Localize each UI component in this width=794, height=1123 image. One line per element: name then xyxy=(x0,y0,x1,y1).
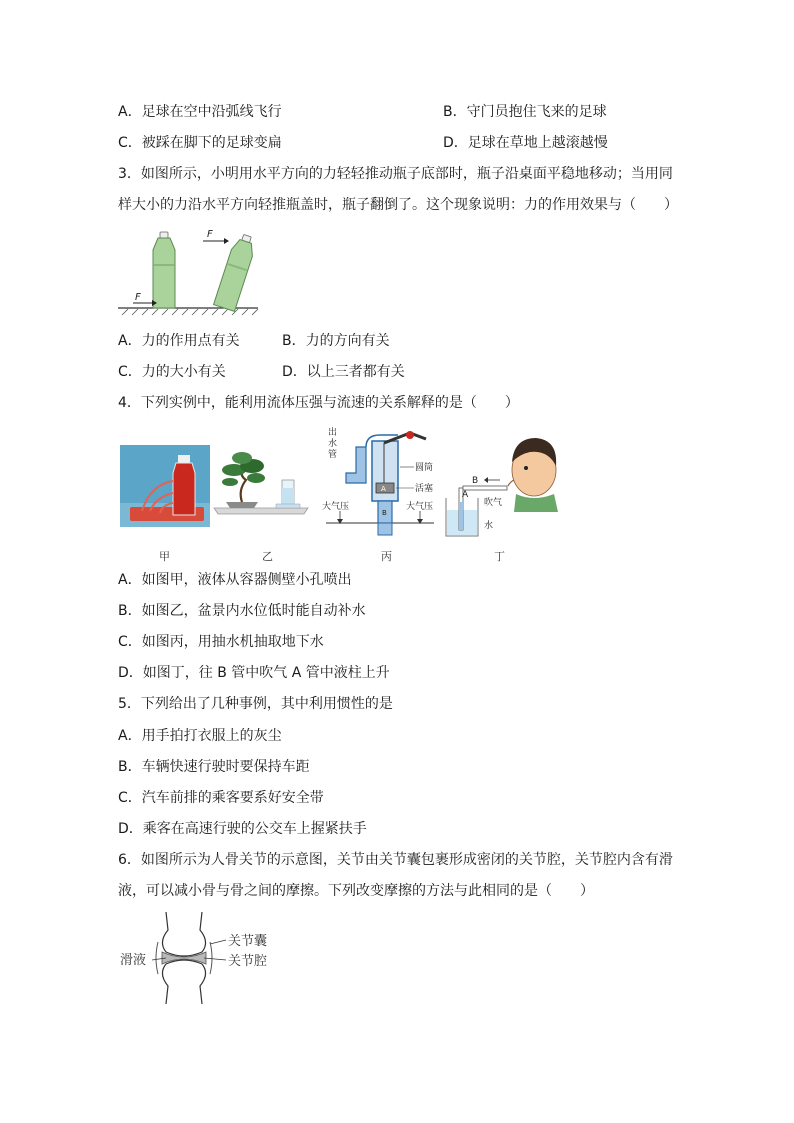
q5-stem: 5．下列给出了几种事例，其中利用惯性的是 xyxy=(118,696,393,712)
valve-a-label: A xyxy=(381,485,386,493)
q6-stem-line2: 液，可以减小骨与骨之间的摩擦。下列改变摩擦的方法与此相同的是（ ） xyxy=(118,883,594,899)
tube-a-label: A xyxy=(462,490,469,500)
cylinder-label: 圆筒 xyxy=(415,463,434,473)
q3-option-b: B．力的方向有关 xyxy=(282,333,390,349)
figure-jia-bottle-spray xyxy=(120,445,210,527)
q3-stem-line1: 3．如图所示，小明用水平方向的力轻轻推动瓶子底部时，瓶子沿桌面平稳地移动；当用同 xyxy=(118,166,673,182)
q5-option-d: D．乘客在高速行驶的公交车上握紧扶手 xyxy=(118,821,367,837)
atm-pressure-left: 大气压 xyxy=(322,502,350,512)
water-label: 水 xyxy=(484,521,494,531)
figure-bing-pump xyxy=(318,425,442,540)
q6-stem-line1: 6．如图所示为人骨关节的示意图，关节由关节囊包裹形成密闭的关节腔，关节腔内含有滑 xyxy=(118,852,673,868)
tube-b-label: B xyxy=(472,476,479,486)
tilted-bottle xyxy=(214,232,258,311)
joint-cavity-label: 关节腔 xyxy=(228,954,268,969)
valve-b-label: B xyxy=(382,509,387,517)
q3-bottles-figure xyxy=(118,224,263,316)
q3-option-a: A．力的作用点有关 xyxy=(118,333,240,349)
atm-pressure-right: 大气压 xyxy=(406,502,434,512)
blow-label: 吹气 xyxy=(484,498,503,508)
synovial-fluid-label: 滑液 xyxy=(120,953,147,968)
standing-bottle xyxy=(153,232,175,308)
q5-option-a: A．用手拍打衣服上的灰尘 xyxy=(118,728,282,744)
caption-ding: 丁 xyxy=(494,550,505,563)
caption-yi: 乙 xyxy=(262,550,273,563)
q4-option-a: A．如图甲，液体从容器侧壁小孔喷出 xyxy=(118,572,352,588)
q2-option-c: C．被踩在脚下的足球变扁 xyxy=(118,135,282,151)
q4-option-c: C．如图丙，用抽水机抽取地下水 xyxy=(118,634,324,650)
outlet-label-3: 管 xyxy=(328,450,338,460)
q3-stem-line2: 样大小的力沿水平方向轻推瓶盖时，瓶子翻倒了。这个现象说明：力的作用效果与（ ） xyxy=(118,197,678,213)
q4-option-d: D．如图丁，往 B 管中吹气 A 管中液柱上升 xyxy=(118,665,390,681)
piston-label: 活塞 xyxy=(415,484,434,494)
outlet-label-1: 出 xyxy=(328,428,338,438)
figure-ding-blow-tube xyxy=(444,428,560,540)
q4-stem: 4．下列实例中，能利用流体压强与流速的关系解释的是（ ） xyxy=(118,395,519,411)
q4-option-b: B．如图乙，盆景内水位低时能自动补水 xyxy=(118,603,366,619)
q5-option-b: B．车辆快速行驶时要保持车距 xyxy=(118,759,310,775)
q6-joint-figure xyxy=(118,912,278,1004)
caption-bing: 丙 xyxy=(381,550,392,563)
joint-capsule-label: 关节囊 xyxy=(228,934,268,949)
q2-option-b: B．守门员抱住飞来的足球 xyxy=(443,104,607,120)
outlet-label-2: 水 xyxy=(328,439,338,449)
q2-option-a: A．足球在空中沿弧线飞行 xyxy=(118,104,282,120)
q2-option-d: D．足球在草地上越滚越慢 xyxy=(443,135,608,151)
q3-option-c: C．力的大小有关 xyxy=(118,364,226,380)
q5-option-c: C．汽车前排的乘客要系好安全带 xyxy=(118,790,324,806)
figure-yi-bonsai xyxy=(212,450,312,518)
q3-option-d: D．以上三者都有关 xyxy=(282,364,405,380)
force-label-bottom: F xyxy=(135,292,141,303)
force-label-top: F xyxy=(207,229,213,240)
caption-jia: 甲 xyxy=(159,550,170,563)
